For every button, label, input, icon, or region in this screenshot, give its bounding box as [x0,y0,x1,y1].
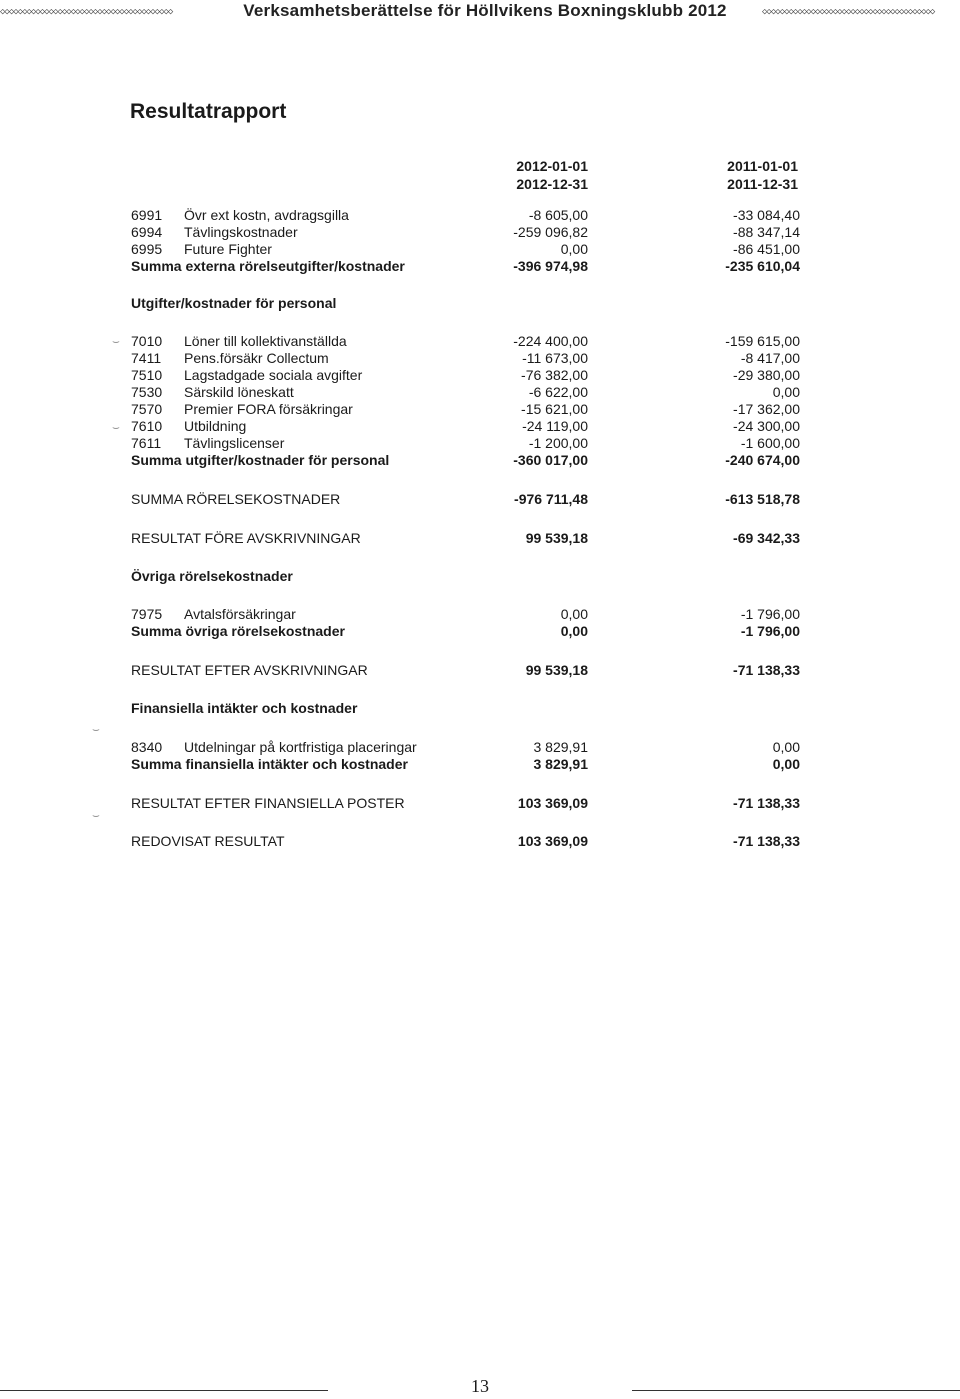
sum-value-2012: -360 017,00 [513,452,588,468]
account-code: 7510 [131,367,163,383]
value-2012: -76 382,00 [521,367,588,383]
sum-label: Summa externa rörelseutgifter/kostnader [131,258,405,274]
value-2011: -33 084,40 [733,207,800,223]
account-row [0,240,960,258]
sum-label: Summa övriga rörelsekostnader [131,623,345,639]
account-name: Löner till kollektivanställda [184,333,347,349]
period1-end: 2012-12-31 [516,176,588,192]
sum-row-ovriga [0,622,960,640]
value-2011: -86 451,00 [733,241,800,257]
account-code: 7611 [131,435,162,451]
report-title: Resultatrapport [130,100,287,123]
account-row [0,366,960,384]
account-name: Lagstadgade sociala avgifter [184,367,363,383]
section-heading-personal: Utgifter/kostnader för personal [131,295,337,311]
value-2012: -6 622,00 [528,384,588,400]
value-2012: 3 829,91 [533,739,588,755]
value-2012: -11 673,00 [522,350,588,366]
total-label: REDOVISAT RESULTAT [131,833,285,849]
total-value-2012: -976 711,48 [514,491,588,507]
sum-row-finansiella [0,755,960,773]
sum-label: Summa utgifter/kostnader för personal [131,452,390,468]
account-code: 7411 [131,350,162,366]
scan-mark: ⌣ [112,334,120,348]
sum-row-externa [0,257,960,275]
account-code: 7570 [131,401,163,417]
account-row [0,434,960,452]
account-row [0,223,960,241]
account-row [0,332,960,350]
total-label: RESULTAT EFTER AVSKRIVNINGAR [131,662,368,678]
value-2012: -224 400,00 [513,333,588,349]
account-name: Tävlingskostnader [184,224,298,240]
value-2011: -159 615,00 [725,333,800,349]
total-row-efter-finansiella [0,794,960,812]
sum-value-2011: 0,00 [772,756,800,772]
value-2011: -29 380,00 [733,367,800,383]
header-border-left: ◇◇◇◇◇◇◇◇◇◇◇◇◇◇◇◇◇◇◇◇◇◇◇◇◇◇◇◇◇◇◇◇◇◇◇◇◇◇◇ [0,7,173,17]
value-2011: -8 417,00 [740,350,800,366]
account-name: Premier FORA försäkringar [184,401,353,417]
value-2011: 0,00 [772,739,800,755]
sum-value-2011: -235 610,04 [725,258,800,274]
period1-start: 2012-01-01 [516,158,588,174]
account-name: Övr ext kostn, avdragsgilla [184,207,349,223]
value-2012: 0,00 [560,241,588,257]
total-value-2011: -71 138,33 [733,833,800,849]
account-row [0,400,960,418]
document-header-title: Verksamhetsberättelse för Höllvikens Boxningsklubb 2012 [243,1,727,20]
account-row [0,738,960,756]
footer-rule-left [0,1390,328,1391]
value-2012: -15 621,00 [521,401,588,417]
value-2011: -24 300,00 [733,418,800,434]
period2-end: 2011-12-31 [727,176,798,192]
scan-mark: ⌣ [92,808,100,822]
value-2012: -259 096,82 [513,224,588,240]
total-row-fore-avskrivningar [0,529,960,547]
account-name: Pens.försäkr Collectum [184,350,329,366]
total-label: RESULTAT FÖRE AVSKRIVNINGAR [131,530,361,546]
value-2012: -24 119,00 [522,418,588,434]
account-name: Avtalsförsäkringar [184,606,296,622]
total-row-rorelsekostnader [0,490,960,508]
sum-label: Summa finansiella intäkter och kostnader [131,756,408,772]
account-code: 6991 [131,207,163,223]
value-2012: 0,00 [560,606,588,622]
value-2011: -88 347,14 [733,224,800,240]
sum-value-2011: -1 796,00 [740,623,800,639]
sum-value-2011: -240 674,00 [725,452,800,468]
total-row-redovisat-resultat [0,832,960,850]
value-2012: -1 200,00 [528,435,588,451]
account-name: Särskild löneskatt [184,384,294,400]
account-row [0,206,960,224]
total-value-2012: 99 539,18 [525,662,588,678]
section-heading-ovriga: Övriga rörelsekostnader [131,568,293,584]
total-value-2012: 103 369,09 [517,833,588,849]
period2-start: 2011-01-01 [727,158,798,174]
sum-value-2012: 0,00 [560,623,588,639]
account-row [0,349,960,367]
account-row [0,383,960,401]
total-value-2011: -613 518,78 [725,491,800,507]
sum-value-2012: -396 974,98 [513,258,588,274]
account-code: 7975 [131,606,163,622]
account-row [0,417,960,435]
account-code: 7010 [131,333,163,349]
page-number: 13 [471,1376,489,1396]
scan-mark: ⌣ [112,420,120,434]
section-heading-finansiella: Finansiella intäkter och kostnader [131,700,358,716]
footer-rule-right [632,1390,960,1391]
value-2011: -1 796,00 [740,606,800,622]
total-value-2012: 103 369,09 [517,795,588,811]
scan-mark: ⌣ [92,722,100,736]
value-2011: -1 600,00 [740,435,800,451]
account-name: Utbildning [184,418,247,434]
total-value-2011: -71 138,33 [733,662,800,678]
sum-value-2012: 3 829,91 [533,756,588,772]
account-name: Future Fighter [184,241,272,257]
total-label: RESULTAT EFTER FINANSIELLA POSTER [131,795,405,811]
sum-row-personal [0,451,960,469]
account-name: Tävlingslicenser [184,435,285,451]
account-code: 7610 [131,418,163,434]
value-2011: 0,00 [772,384,800,400]
total-value-2011: -69 342,33 [733,530,800,546]
account-row [0,605,960,623]
total-value-2011: -71 138,33 [733,795,800,811]
account-code: 6994 [131,224,163,240]
header-border-right: ◇◇◇◇◇◇◇◇◇◇◇◇◇◇◇◇◇◇◇◇◇◇◇◇◇◇◇◇◇◇◇◇◇◇◇◇◇◇◇ [762,7,935,17]
account-code: 7530 [131,384,163,400]
total-label: SUMMA RÖRELSEKOSTNADER [131,491,341,507]
total-row-efter-avskrivningar [0,661,960,679]
account-code: 6995 [131,241,163,257]
account-name: Utdelningar på kortfristiga placeringar [184,739,417,755]
value-2012: -8 605,00 [528,207,588,223]
value-2011: -17 362,00 [733,401,800,417]
total-value-2012: 99 539,18 [525,530,588,546]
account-code: 8340 [131,739,163,755]
